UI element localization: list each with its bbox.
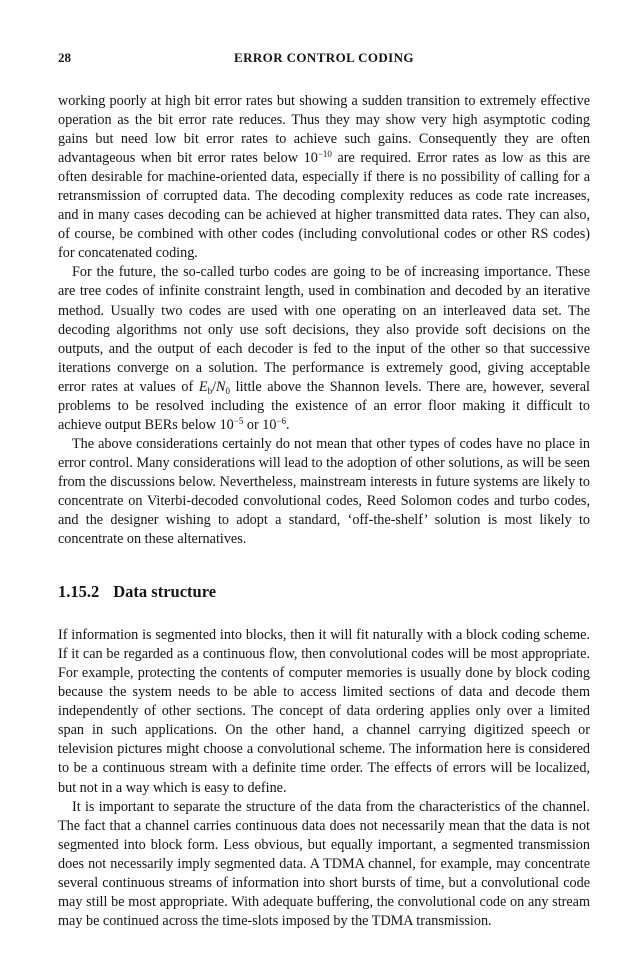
paragraph-5: It is important to separate the structure of the data from the characteristics of the channel. The fact that a channel carries continuous data does not necessarily mean that the data is not segmented into block form. Less obvious, but equally important, a segmented transmission does not necessarily imply segmented data. A TDMA channel, for example, may concentrate several continuous streams of information into short bursts of time, but a convolutional code may still be most appropriate. With adequate buffering, the convolutional code on any stream may be continued across the time-slots imposed by the TDMA transmission. <box>58 798 590 929</box>
ber-threshold <box>304 150 332 166</box>
section-title: Data structure <box>113 582 217 602</box>
paragraph-2-text-end: . <box>286 416 290 433</box>
eb-subscript: b <box>207 385 213 396</box>
power-exponent: −5 <box>233 415 244 426</box>
eb-symbol: E <box>198 378 208 395</box>
paragraph-1-text-a: working poorly at high bit error rates but showing a sudden transition to extremely effective operation as the bit error rate reduces. Thus they may show very high asymptotic coding gains but need low bit error rates to achieve such gains. Consequently they are often advantageous when bit error rates below <box>58 93 590 167</box>
body-text <box>58 92 590 931</box>
power-exponent: −6 <box>276 415 287 426</box>
page-number: 28 <box>58 50 71 65</box>
n0-subscript: 0 <box>225 385 230 396</box>
section-heading <box>58 582 590 602</box>
eb-n0-ratio <box>199 379 230 395</box>
n0-symbol: N <box>216 378 226 395</box>
paragraph-3: The above considerations certainly do not mean that other types of codes have no place in error control. Many considerations will lead to the adoption of other solutions, as will be seen from the discussions below. Nevertheless, mainstream interests in future systems are likely to concentrate on Viterbi-decoded convolutional codes, Reed Solomon codes and turbo codes, and the designer wishing to adopt a standard, ‘off-the-shelf’ solution is most likely to concentrate on these alternatives. <box>58 435 590 548</box>
paragraph-2-text-a: For the future, the so-called turbo codes are going to be of increasing importance. These are tree codes of infinite constraint length, used in combination and decoded by an iterative method. Usually two codes are used with one operating on an interleaved data set. The decoding algorithms not only use soft decisions, they also provide soft decisions on the outputs, and the output of each decoder is fed to the input of the other so that successive iterations converge on a solution. The performance is extremely good, giving acceptable error rates at values of <box>58 264 590 395</box>
ber-floor-2 <box>262 417 286 433</box>
paragraph-4: If information is segmented into blocks, then it will fit naturally with a block coding scheme. If it can be regarded as a continuous flow, then convolutional codes will be most appropriate. For example, protecting the contents of computer memories is usually done by block coding because the system needs to be able to access limited sections of data and decode them independently of other sections. The concept of data ordering applies only over a limited span in such applications. On the other hand, a channel carrying digitized speech or television pictures might choose a convolutional scheme. The information here is considered to be a continuous stream with a definite time order. The effects of errors will be localized, but not in a way which is easy to define. <box>58 627 590 796</box>
paragraph-1 <box>58 92 590 263</box>
ratio-slash: / <box>212 378 217 395</box>
paragraph-2 <box>58 263 590 434</box>
running-title: ERROR CONTROL CODING <box>234 50 414 65</box>
paragraph-1-text-b: are required. Error rates as low as this are often desirable for machine-oriented data, especially if there is no possibility of calling for a retransmission of corrupted data. The decoding complexity reduces as code rate increases, and in many cases decoding can be achieved at higher transmitted data rates. They can also, of course, be combined with other codes (including convolutional codes or other RS codes) for concatenated coding. <box>58 150 590 262</box>
ber-floor-1 <box>220 417 244 433</box>
power-base: 10 <box>219 416 234 433</box>
paragraph-2-text-b: little above the Shannon levels. There are, however, several problems to be resolved including the existence of an error floor making it difficult to achieve output BERs below <box>58 378 590 433</box>
power-base: 10 <box>262 416 277 433</box>
power-base: 10 <box>303 150 318 167</box>
section-number: 1.15.2 <box>58 582 100 602</box>
running-head <box>58 50 590 72</box>
power-exponent: −10 <box>317 149 332 160</box>
book-page <box>58 50 590 931</box>
paragraph-2-text-or: or <box>243 416 263 433</box>
